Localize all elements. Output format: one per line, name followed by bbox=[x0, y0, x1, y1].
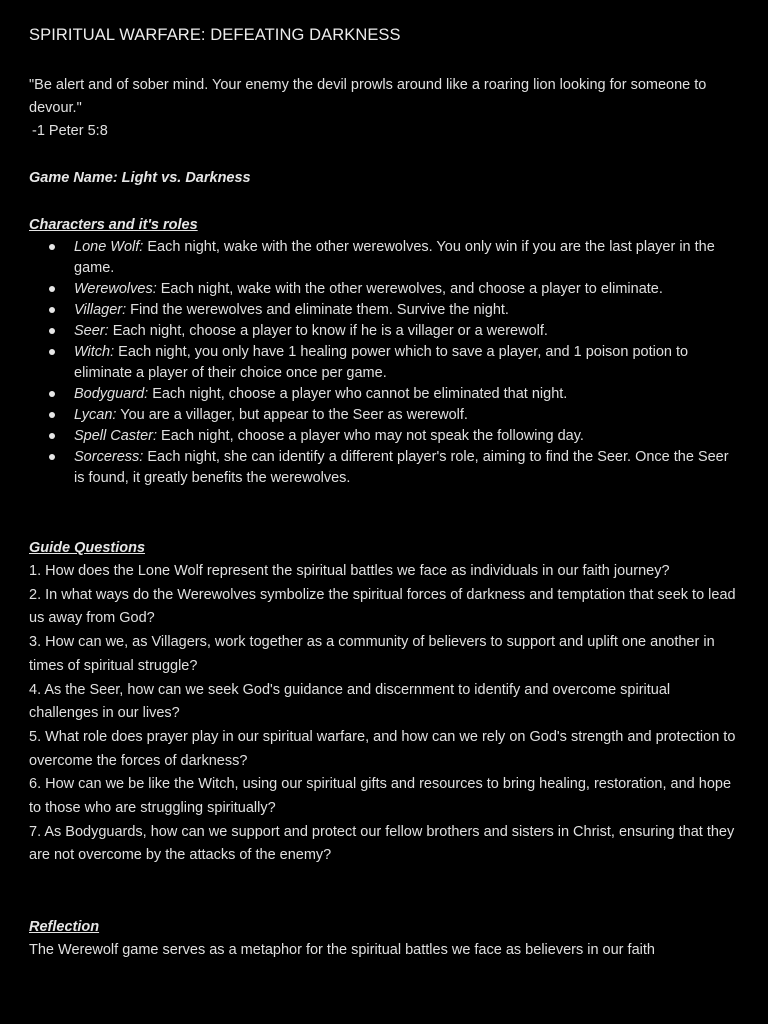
document-title: SPIRITUAL WARFARE: DEFEATING DARKNESS bbox=[29, 26, 401, 44]
role-item-lone-wolf bbox=[74, 237, 738, 279]
role-description: Each night, you only have 1 healing power which to save a player, and 1 poison potion to eliminate a player of their choice once per game. bbox=[74, 344, 689, 381]
roles-heading: Characters and it's roles bbox=[29, 217, 198, 233]
role-description: Each night, wake with the other werewolves, and choose a player to eliminate. bbox=[156, 281, 663, 297]
roles-list bbox=[29, 237, 738, 489]
role-item-villager bbox=[74, 300, 738, 321]
role-name: Lycan: bbox=[74, 407, 117, 423]
role-item-sorceress bbox=[74, 447, 738, 489]
role-description: Each night, choose a player to know if he is a villager or a werewolf. bbox=[108, 323, 548, 339]
role-name: Werewolves: bbox=[74, 281, 157, 297]
guide-questions-list bbox=[29, 560, 738, 868]
scripture-quote: "Be alert and of sober mind. Your enemy the devil prowls around like a roaring lion looking for someone to devour." bbox=[29, 77, 707, 116]
role-name: Spell Caster: bbox=[74, 428, 158, 444]
scripture-reference: -1 Peter 5:8 bbox=[32, 123, 108, 139]
guide-question: 1. How does the Lone Wolf represent the spiritual battles we face as individuals in our faith journey? bbox=[29, 563, 670, 579]
guide-question: 7. As Bodyguards, how can we support and protect our fellow brothers and sisters in Christ, ensuring that they are not overcome by the attacks of the enemy? bbox=[29, 823, 735, 864]
role-item-spell-caster bbox=[74, 426, 738, 447]
reflection-text: The Werewolf game serves as a metaphor for the spiritual battles we face as believers in our faith bbox=[29, 942, 655, 959]
role-name: Villager: bbox=[74, 302, 127, 318]
role-description: Each night, choose a player who cannot be eliminated that night. bbox=[148, 386, 568, 402]
role-name: Lone Wolf: bbox=[74, 239, 144, 255]
role-item-werewolves bbox=[74, 279, 738, 300]
role-description: Each night, choose a player who may not speak the following day. bbox=[157, 428, 584, 444]
role-item-lycan bbox=[74, 405, 738, 426]
role-name: Seer: bbox=[74, 323, 109, 339]
guide-question: 3. How can we, as Villagers, work together as a community of believers to support and uplift one another in times of spiritual struggle? bbox=[29, 634, 715, 674]
role-name: Bodyguard: bbox=[74, 386, 149, 402]
guide-question: 4. As the Seer, how can we seek God's guidance and discernment to identify and overcome spiritual challenges in our lives? bbox=[29, 681, 671, 722]
guide-question: 2. In what ways do the Werewolves symbolize the spiritual forces of darkness and temptation that seek to lead us away from God? bbox=[29, 586, 736, 627]
role-description: Each night, she can identify a different player's role, aiming to find the Seer. Once the Seer is found, it greatly benefits the werewolves. bbox=[74, 449, 729, 486]
role-item-seer bbox=[74, 321, 738, 342]
guide-question: 5. What role does prayer play in our spiritual warfare, and how can we rely on God's strength and protection to overcome the forces of darkness? bbox=[29, 728, 736, 769]
reflection-heading: Reflection bbox=[29, 919, 100, 936]
role-name: Sorceress: bbox=[74, 449, 144, 465]
role-description: You are a villager, but appear to the Seer as werewolf. bbox=[116, 407, 468, 423]
role-item-witch bbox=[74, 342, 738, 384]
guide-question: 6. How can we be like the Witch, using our spiritual gifts and resources to bring healing, restoration, and hope to those who are struggling spiritually? bbox=[29, 776, 732, 817]
game-name: Game Name: Light vs. Darkness bbox=[29, 170, 251, 186]
guide-questions-heading: Guide Questions bbox=[29, 540, 146, 556]
role-item-bodyguard bbox=[74, 384, 738, 405]
role-name: Witch: bbox=[74, 344, 115, 360]
role-description: Each night, wake with the other werewolves. You only win if you are the last player in the game. bbox=[74, 239, 715, 276]
role-description: Find the werewolves and eliminate them. Survive the night. bbox=[126, 302, 509, 318]
